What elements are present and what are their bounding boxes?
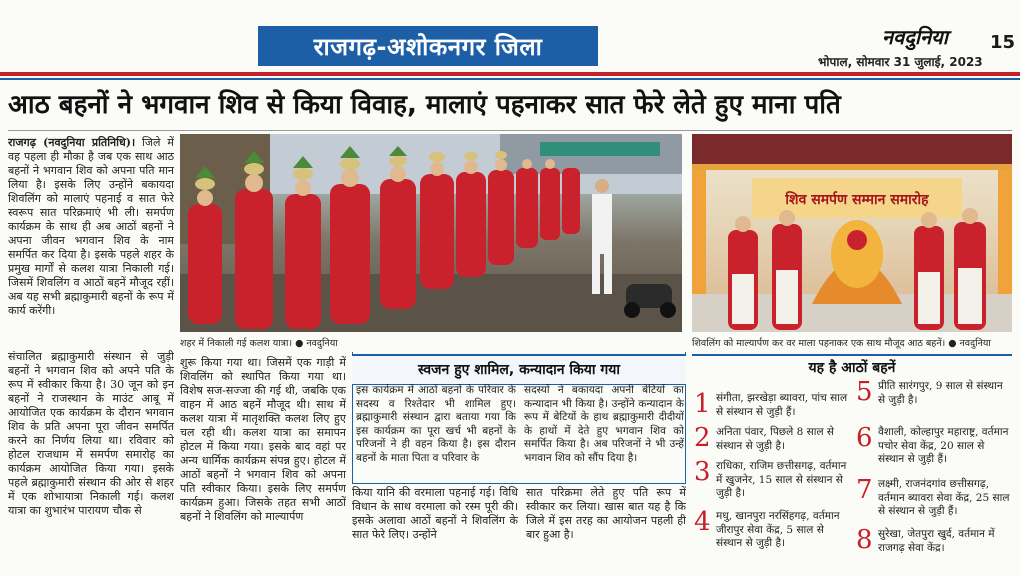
section-banner: राजगढ़-अशोकनगर जिला <box>258 26 598 66</box>
article-column-3 <box>352 486 518 566</box>
sister-text: लक्ष्मी, राजनंदगांव छत्तीसगढ़, वर्तमान ब्यावरा सेवा केंद्र, 25 साल से संस्थान से जुड़ी हैं। <box>878 478 1010 517</box>
sister-item-4 <box>694 508 848 551</box>
sister-text: सुरेखा, जेतपुरा खुर्द, वर्तमान में राजगढ़ सेवा केंद्र। <box>878 528 995 554</box>
sister-number: 2 <box>694 424 711 453</box>
article-para-5: सात परिक्रमा लेते हुए पति रूप में स्वीकार कर लिया। खास बात यह है कि जिले में इस तरह का आयोजन पहली ही बार हुआ है। <box>526 486 686 541</box>
article-para-2: संचालित ब्रह्माकुमारी संस्थान से जुड़ी बहनों ने भगवान शिव को अपने पति के रूप में स्वीकार किया है। 30 जून को इन बहनों ने राजस्थान के माउंट आबू में आयोजित एक कार्यक्रम के दौरान भगवान शिव के प्रति अपना पूरा जीवन समर्पित करने का निर्णय लिया था। रविवार को होटल राजधाम में समर्पण समारोह का कार्यक्रम आयोजित किया गया। इसके पहले ब्रह्माकुमारी संस्थान की ओर से शहर में एक शोभायात्रा निकाली गई। कलश यात्रा का शुभारंभ पारायण चौक से <box>8 350 174 517</box>
article-column-4 <box>526 486 686 566</box>
sister-item-5 <box>856 378 1010 407</box>
sidebar-text-1: इस कार्यक्रम में आठों बहनों के परिवार के सदस्य व रिश्तेदार भी शामिल हुए। ब्रह्माकुमारी संस्थान द्वारा बताया गया कि इस कार्यक्रम का पूरा खर्च भी बहनों के परिजनों ने ही वहन किया है। इस दौरान बहनों के माता पिता व परिवार के <box>356 384 516 464</box>
sister-item-8 <box>856 526 1010 555</box>
article-column-1 <box>8 136 174 346</box>
sister-text: वैशाली, कोल्हापुर महाराष्ट्र, वर्तमान पचोर सेवा केंद्र, 20 साल से संस्थान से जुड़ी हैं। <box>878 426 1009 465</box>
sister-number: 7 <box>856 476 873 505</box>
sister-item-3 <box>694 458 848 501</box>
article-para-3: शुरू किया गया था। जिसमें एक गाड़ी में शिवलिंग को स्थापित किया गया था। विशेष सज-सज्जा की गई थी, जबकि एक वाहन में आठ बहनें मौजूद थी। साथ में कलश यात्रा में मातृशक्ति कलश लिए हुए चल रही थी। कलश यात्रा का समापन होटल में किया गया। इसके बाद वहां पर अन्य धार्मिक कार्यक्रम संपन्न हुए। होटल में आठों बहनों ने भगवान शिव को अपना पति स्वीकार किया। इसके लिए समर्पण कार्यक्रम हुआ। जिसके तहत सभी आठों बहनों ने शिवलिंग को माल्यार्पण <box>180 356 346 523</box>
dateline: भोपाल, सोमवार 31 जुलाई, 2023 <box>818 55 983 69</box>
sister-number: 4 <box>694 508 711 537</box>
photo-caption-2: शिवलिंग को माल्यार्पण कर वर माला पहनाकर एक साथ मौजूद आठ बहनें। ● नवदुनिया <box>692 338 991 349</box>
divider-headline <box>8 130 1012 131</box>
sister-item-2 <box>694 424 848 453</box>
sister-text: संगीता, झरखेड़ा ब्यावरा, पांच साल से संस्थान से जुड़ी हैं। <box>716 392 848 418</box>
sister-number: 5 <box>856 378 873 407</box>
photo-stage <box>692 134 1012 332</box>
sister-text: अनिता पंवार, पिछले 8 साल से संस्थान से जुड़ी है। <box>716 426 834 452</box>
procession-illustration <box>180 134 682 332</box>
article-para-1: जिले में वह पहला ही मौका है जब एक साथ आठ बहनों ने भगवान शिव को अपना पति मान लिया है। इसके लिए उन्होंने बकायदा शिवलिंग को मालाएं पहनाई व सात फेरे स्वरूप सात परिक्रमाएं भी ली। समर्पण कार्यक्रम के साथ ही अब आठों बहनों ने अपना जीवन भगवान शिव के नाम समर्पित कर दिया है। इसके पहले शहर के प्रमुख मार्गों से कलश यात्रा निकाली गई। जिसमें शिवलिंग व आठों बहनें मौजूद रहीं। अब यह सभी ब्रह्माकुमारी बहनों के रूप में कार्य करेंगी। <box>8 136 174 317</box>
article-column-2 <box>180 356 346 566</box>
sister-item-1 <box>694 390 848 419</box>
headline: आठ बहनों ने भगवान शिव से किया विवाह, मालाएं पहनाकर सात फेरे लेते हुए माना पति <box>8 90 841 120</box>
sister-number: 6 <box>856 424 873 453</box>
sisters-list-title: यह है आठों बहनें <box>808 360 896 376</box>
divider-red <box>0 72 1020 76</box>
sidebar-title: स्वजन हुए शामिल, कन्यादान किया गया <box>352 354 686 385</box>
article-para-4: किया यानि की वरमाला पहनाई गई। विधि विधान के साथ वरमाला को रस्म पूरी की। इसके अलावा आठों बहनों ने शिवलिंग के सात फेरे लिए। उन्होंने <box>352 486 518 541</box>
newspaper-logo: नवदुनिया <box>882 25 948 49</box>
page-number: 15 <box>990 32 1016 53</box>
sister-item-7 <box>856 476 1010 519</box>
sister-text: प्रीति सारंगपुर, 9 साल से संस्थान से जुड़ी है। <box>878 380 1003 406</box>
photo-procession <box>180 134 682 332</box>
article-column-1b <box>8 350 174 566</box>
sidebar-text-2: सदस्यों ने बकायदा अपनी बेटियों का कन्यादान भी किया है। उन्होंने कन्यादान के रूप में बेटियों के हाथ ब्रह्माकुमारी दीदीयों के हाथों में देते हुए भगवान शिव को समर्पित किया है। अब परिजनों ने भी उन्हें भगवान शिव को सौंप दिया है। <box>524 384 684 464</box>
sister-item-6 <box>856 424 1010 467</box>
divider-blue <box>0 78 1020 80</box>
byline: राजगढ़ (नवदुनिया प्रतिनिधि)। <box>8 136 136 149</box>
sister-number: 8 <box>856 526 873 555</box>
stage-banner-text: शिव समर्पण सम्मान समारोह <box>785 192 929 208</box>
sister-text: मधु, खानपुरा नरसिंहगढ़, वर्तमान जीरापुर सेवा केंद्र, 5 साल से संस्थान से जुड़ी है। <box>716 510 840 549</box>
sister-number: 3 <box>694 458 711 487</box>
sister-number: 1 <box>694 390 711 419</box>
stage-illustration <box>692 134 1012 332</box>
sister-text: राधिका, राजिम छत्तीसगढ़, वर्तमान में खुजनेर, 15 साल से संस्थान से जुड़ी है। <box>716 460 847 499</box>
photo-caption-1: शहर में निकाली गई कलश यात्रा। ● नवदुनिया <box>180 338 338 349</box>
